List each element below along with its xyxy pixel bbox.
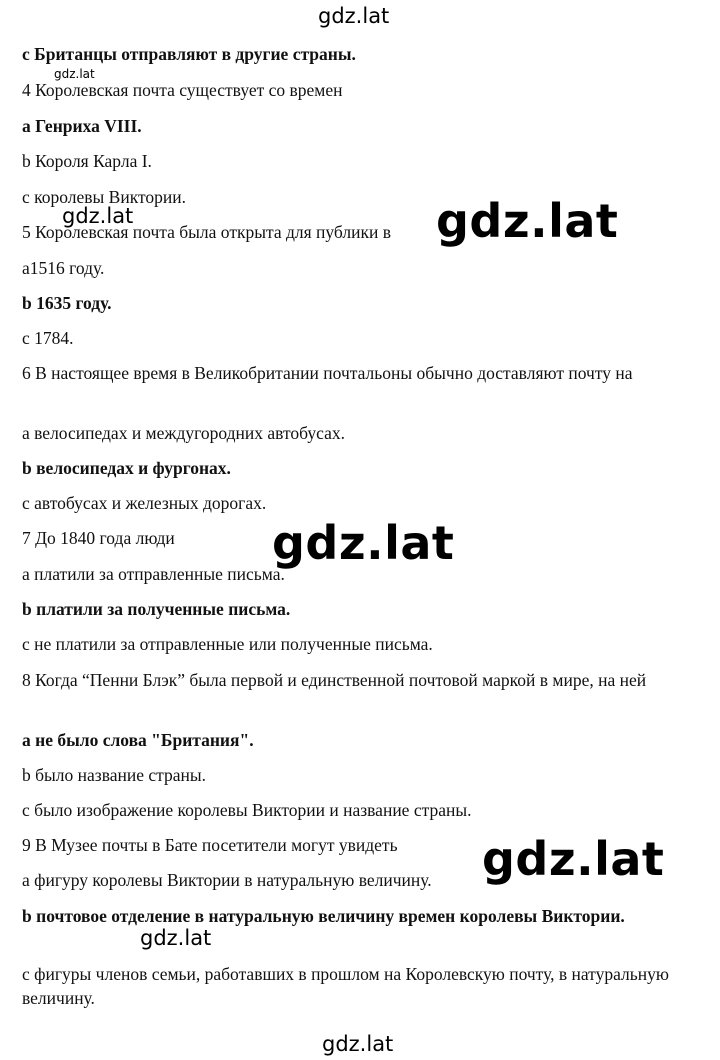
question-9: 9 В Музее почты в Бате посетители могут увидеть: [22, 835, 398, 855]
answer-6a: a велосипедах и междугородних автобусах.: [22, 423, 346, 443]
answer-4a: a Генриха VIII.: [22, 116, 142, 136]
answer-7b: b платили за полученные письма.: [22, 599, 291, 619]
answer-3c: c Британцы отправляют в другие страны.: [22, 44, 356, 64]
answer-9c: c фигуры членов семьи, работавших в прошлом на Королевскую почту, в натуральную величину.: [22, 964, 669, 1008]
watermark-tiny: gdz.lat: [54, 67, 95, 81]
watermark-large-upper: gdz.lat: [436, 194, 619, 248]
answer-4c: c королевы Виктории.: [22, 187, 187, 207]
watermark-small-lower: gdz.lat: [140, 926, 212, 950]
question-5: 5 Королевская почта была открыта для публики в: [22, 222, 392, 242]
answer-5c: c 1784.: [22, 328, 74, 348]
answer-4b: b Короля Карла I.: [22, 151, 152, 171]
question-6: 6 В настоящее время в Великобритании почтальоны обычно доставляют почту на: [22, 363, 633, 383]
answer-6b: b велосипедах и фургонах.: [22, 458, 231, 478]
watermark-large-middle: gdz.lat: [272, 516, 455, 570]
answer-8b: b было название страны.: [22, 765, 207, 785]
answer-5a: a1516 году.: [22, 258, 105, 278]
question-7: 7 До 1840 года люди: [22, 528, 175, 548]
watermark-top: gdz.lat: [318, 4, 390, 28]
question-4: 4 Королевская почта существует со времен: [22, 80, 343, 100]
answer-9a: a фигуру королевы Виктории в натуральную величину.: [22, 870, 432, 890]
answer-7c: c не платили за отправленные или полученные письма.: [22, 634, 433, 654]
watermark-bottom: gdz.lat: [322, 1032, 394, 1056]
answer-8c: c было изображение королевы Виктории и название страны.: [22, 800, 472, 820]
watermark-large-lower: gdz.lat: [482, 832, 665, 886]
answer-8a: a не было слова "Британия".: [22, 730, 254, 750]
answer-7a: a платили за отправленные письма.: [22, 564, 285, 584]
question-8: 8 Когда “Пенни Блэк” была первой и единственной почтовой маркой в мире, на ней: [22, 670, 647, 690]
answer-6c: c автобусах и железных дорогах.: [22, 493, 267, 513]
answer-9b: b почтовое отделение в натуральную величину времен королевы Виктории.: [22, 906, 625, 926]
watermark-small-left: gdz.lat: [62, 204, 134, 228]
answer-5b: b 1635 году.: [22, 293, 112, 313]
